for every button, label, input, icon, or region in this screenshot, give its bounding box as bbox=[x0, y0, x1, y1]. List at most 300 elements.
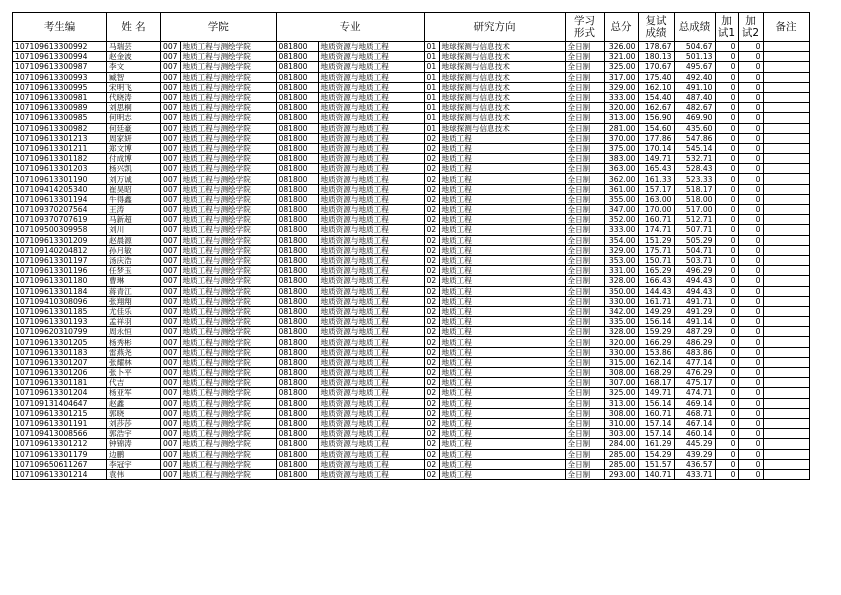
cell-total-score: 303.00 bbox=[604, 429, 638, 439]
cell-name: 汤庆浩 bbox=[107, 255, 161, 265]
cell-note bbox=[763, 439, 809, 449]
cell-college: 地质工程与测绘学院 bbox=[180, 184, 276, 194]
cell-total-score: 330.00 bbox=[604, 347, 638, 357]
cell-major-code: 081800 bbox=[276, 225, 318, 235]
cell-study-mode: 全日制 bbox=[565, 205, 604, 215]
cell-retest-score: 177.86 bbox=[638, 133, 674, 143]
cell-direction-code: 02 bbox=[424, 449, 439, 459]
cell-major: 地质资源与地质工程 bbox=[318, 286, 424, 296]
cell-total-score: 328.00 bbox=[604, 327, 638, 337]
cell-total-score: 342.00 bbox=[604, 306, 638, 316]
cell-retest-score: 174.71 bbox=[638, 225, 674, 235]
cell-direction: 地质工程 bbox=[439, 245, 565, 255]
cell-study-mode: 全日制 bbox=[565, 418, 604, 428]
cell-bonus2: 0 bbox=[738, 317, 763, 327]
cell-direction: 地质工程 bbox=[439, 296, 565, 306]
cell-exam-id: 107109370207564 bbox=[13, 205, 107, 215]
cell-exam-id: 107109613301190 bbox=[13, 174, 107, 184]
cell-total-score: 320.00 bbox=[604, 337, 638, 347]
cell-retest-score: 159.29 bbox=[638, 327, 674, 337]
cell-direction: 地质工程 bbox=[439, 143, 565, 153]
table-row bbox=[13, 418, 810, 428]
cell-bonus2: 0 bbox=[738, 174, 763, 184]
cell-note bbox=[763, 276, 809, 286]
cell-major: 地质资源与地质工程 bbox=[318, 429, 424, 439]
cell-final-score: 433.71 bbox=[674, 469, 715, 479]
cell-college: 地质工程与测绘学院 bbox=[180, 378, 276, 388]
cell-total-score: 352.00 bbox=[604, 215, 638, 225]
table-row bbox=[13, 347, 810, 357]
cell-note bbox=[763, 52, 809, 62]
table-row bbox=[13, 143, 810, 153]
cell-college-code: 007 bbox=[161, 133, 181, 143]
cell-study-mode: 全日制 bbox=[565, 347, 604, 357]
cell-note bbox=[763, 225, 809, 235]
cell-major-code: 081800 bbox=[276, 205, 318, 215]
cell-college-code: 007 bbox=[161, 62, 181, 72]
cell-name: 赵晨源 bbox=[107, 235, 161, 245]
cell-college: 地质工程与测绘学院 bbox=[180, 245, 276, 255]
cell-retest-score: 175.40 bbox=[638, 72, 674, 82]
cell-direction: 地质工程 bbox=[439, 327, 565, 337]
cell-name: 蒋青江 bbox=[107, 286, 161, 296]
cell-college-code: 007 bbox=[161, 347, 181, 357]
cell-bonus1: 0 bbox=[715, 225, 738, 235]
cell-exam-id: 107109613301180 bbox=[13, 276, 107, 286]
cell-total-score: 333.00 bbox=[604, 225, 638, 235]
cell-study-mode: 全日制 bbox=[565, 62, 604, 72]
cell-major-code: 081800 bbox=[276, 459, 318, 469]
cell-exam-id: 107109613300989 bbox=[13, 103, 107, 113]
cell-study-mode: 全日制 bbox=[565, 52, 604, 62]
cell-direction-code: 02 bbox=[424, 194, 439, 204]
table-row bbox=[13, 449, 810, 459]
cell-college-code: 007 bbox=[161, 255, 181, 265]
cell-major: 地质资源与地质工程 bbox=[318, 215, 424, 225]
cell-direction-code: 01 bbox=[424, 103, 439, 113]
cell-final-score: 547.86 bbox=[674, 133, 715, 143]
cell-bonus1: 0 bbox=[715, 184, 738, 194]
cell-study-mode: 全日制 bbox=[565, 286, 604, 296]
cell-college-code: 007 bbox=[161, 184, 181, 194]
cell-college-code: 007 bbox=[161, 92, 181, 102]
table-row bbox=[13, 306, 810, 316]
cell-name: 郭晓 bbox=[107, 408, 161, 418]
cell-bonus1: 0 bbox=[715, 42, 738, 52]
cell-major-code: 081800 bbox=[276, 296, 318, 306]
cell-name: 张卜平 bbox=[107, 368, 161, 378]
cell-total-score: 315.00 bbox=[604, 357, 638, 367]
cell-study-mode: 全日制 bbox=[565, 357, 604, 367]
cell-name: 郭浩宇 bbox=[107, 429, 161, 439]
cell-college-code: 007 bbox=[161, 368, 181, 378]
cell-final-score: 445.29 bbox=[674, 439, 715, 449]
table-row bbox=[13, 245, 810, 255]
cell-major-code: 081800 bbox=[276, 368, 318, 378]
cell-bonus2: 0 bbox=[738, 398, 763, 408]
cell-exam-id: 107109613300992 bbox=[13, 42, 107, 52]
cell-college: 地质工程与测绘学院 bbox=[180, 42, 276, 52]
cell-direction-code: 01 bbox=[424, 42, 439, 52]
cell-major-code: 081800 bbox=[276, 184, 318, 194]
cell-direction-code: 02 bbox=[424, 469, 439, 479]
cell-exam-id: 107109613300993 bbox=[13, 72, 107, 82]
cell-total-score: 285.00 bbox=[604, 449, 638, 459]
cell-major: 地质资源与地质工程 bbox=[318, 123, 424, 133]
cell-college-code: 007 bbox=[161, 317, 181, 327]
cell-major-code: 081800 bbox=[276, 82, 318, 92]
cell-college: 地质工程与测绘学院 bbox=[180, 194, 276, 204]
cell-college: 地质工程与测绘学院 bbox=[180, 103, 276, 113]
cell-final-score: 518.00 bbox=[674, 194, 715, 204]
cell-bonus2: 0 bbox=[738, 255, 763, 265]
cell-bonus2: 0 bbox=[738, 286, 763, 296]
cell-exam-id: 107109613301185 bbox=[13, 306, 107, 316]
cell-college: 地质工程与测绘学院 bbox=[180, 408, 276, 418]
cell-retest-score: 180.13 bbox=[638, 52, 674, 62]
cell-college-code: 007 bbox=[161, 276, 181, 286]
cell-total-score: 354.00 bbox=[604, 235, 638, 245]
cell-college-code: 007 bbox=[161, 113, 181, 123]
cell-direction: 地质工程 bbox=[439, 378, 565, 388]
cell-name: 孙月敏 bbox=[107, 245, 161, 255]
cell-bonus1: 0 bbox=[715, 72, 738, 82]
cell-study-mode: 全日制 bbox=[565, 276, 604, 286]
cell-college: 地质工程与测绘学院 bbox=[180, 82, 276, 92]
header-major: 专业 bbox=[276, 13, 424, 42]
cell-note bbox=[763, 306, 809, 316]
cell-exam-id: 107109613300995 bbox=[13, 82, 107, 92]
cell-name: 郑文博 bbox=[107, 143, 161, 153]
cell-major-code: 081800 bbox=[276, 245, 318, 255]
cell-retest-score: 153.86 bbox=[638, 347, 674, 357]
cell-retest-score: 165.43 bbox=[638, 164, 674, 174]
cell-bonus2: 0 bbox=[738, 194, 763, 204]
cell-direction-code: 02 bbox=[424, 255, 439, 265]
cell-total-score: 361.00 bbox=[604, 184, 638, 194]
cell-major: 地质资源与地质工程 bbox=[318, 296, 424, 306]
cell-bonus2: 0 bbox=[738, 82, 763, 92]
cell-exam-id: 107109613301196 bbox=[13, 266, 107, 276]
cell-bonus2: 0 bbox=[738, 306, 763, 316]
cell-college-code: 007 bbox=[161, 449, 181, 459]
cell-retest-score: 160.71 bbox=[638, 215, 674, 225]
cell-college-code: 007 bbox=[161, 429, 181, 439]
cell-bonus1: 0 bbox=[715, 276, 738, 286]
cell-college: 地质工程与测绘学院 bbox=[180, 154, 276, 164]
cell-major-code: 081800 bbox=[276, 408, 318, 418]
cell-major: 地质资源与地质工程 bbox=[318, 174, 424, 184]
cell-retest-score: 170.14 bbox=[638, 143, 674, 153]
cell-bonus2: 0 bbox=[738, 418, 763, 428]
table-row bbox=[13, 459, 810, 469]
cell-bonus2: 0 bbox=[738, 52, 763, 62]
cell-study-mode: 全日制 bbox=[565, 296, 604, 306]
cell-final-score: 475.17 bbox=[674, 378, 715, 388]
cell-direction-code: 02 bbox=[424, 347, 439, 357]
cell-note bbox=[763, 154, 809, 164]
cell-bonus1: 0 bbox=[715, 337, 738, 347]
cell-direction-code: 02 bbox=[424, 439, 439, 449]
cell-final-score: 476.29 bbox=[674, 368, 715, 378]
header-row bbox=[13, 13, 810, 42]
cell-study-mode: 全日制 bbox=[565, 92, 604, 102]
table-row bbox=[13, 408, 810, 418]
cell-retest-score: 160.71 bbox=[638, 408, 674, 418]
cell-retest-score: 144.43 bbox=[638, 286, 674, 296]
cell-total-score: 375.00 bbox=[604, 143, 638, 153]
cell-study-mode: 全日制 bbox=[565, 408, 604, 418]
table-row bbox=[13, 255, 810, 265]
cell-study-mode: 全日制 bbox=[565, 184, 604, 194]
cell-major: 地质资源与地质工程 bbox=[318, 439, 424, 449]
table-row bbox=[13, 378, 810, 388]
cell-note bbox=[763, 123, 809, 133]
cell-bonus2: 0 bbox=[738, 347, 763, 357]
cell-direction-code: 02 bbox=[424, 398, 439, 408]
cell-name: 周家妍 bbox=[107, 133, 161, 143]
cell-name: 钟锦涛 bbox=[107, 439, 161, 449]
cell-college-code: 007 bbox=[161, 439, 181, 449]
cell-major: 地质资源与地质工程 bbox=[318, 255, 424, 265]
cell-college: 地质工程与测绘学院 bbox=[180, 459, 276, 469]
cell-study-mode: 全日制 bbox=[565, 154, 604, 164]
cell-exam-id: 107109613301213 bbox=[13, 133, 107, 143]
cell-direction: 地质工程 bbox=[439, 459, 565, 469]
cell-note bbox=[763, 255, 809, 265]
cell-bonus1: 0 bbox=[715, 429, 738, 439]
cell-note bbox=[763, 388, 809, 398]
cell-major-code: 081800 bbox=[276, 42, 318, 52]
cell-direction-code: 02 bbox=[424, 215, 439, 225]
cell-college: 地质工程与测绘学院 bbox=[180, 174, 276, 184]
cell-major: 地质资源与地质工程 bbox=[318, 408, 424, 418]
cell-direction-code: 01 bbox=[424, 62, 439, 72]
cell-note bbox=[763, 42, 809, 52]
cell-final-score: 503.71 bbox=[674, 255, 715, 265]
cell-direction-code: 02 bbox=[424, 388, 439, 398]
cell-bonus1: 0 bbox=[715, 317, 738, 327]
admission-score-table bbox=[12, 12, 810, 480]
cell-exam-id: 107109620310799 bbox=[13, 327, 107, 337]
cell-bonus1: 0 bbox=[715, 306, 738, 316]
cell-college-code: 007 bbox=[161, 225, 181, 235]
cell-major: 地质资源与地质工程 bbox=[318, 337, 424, 347]
cell-study-mode: 全日制 bbox=[565, 266, 604, 276]
cell-college-code: 007 bbox=[161, 357, 181, 367]
cell-college: 地质工程与测绘学院 bbox=[180, 62, 276, 72]
cell-exam-id: 107109613301204 bbox=[13, 388, 107, 398]
cell-note bbox=[763, 418, 809, 428]
table-row bbox=[13, 205, 810, 215]
cell-name: 代吉 bbox=[107, 378, 161, 388]
cell-exam-id: 107109613301191 bbox=[13, 418, 107, 428]
cell-note bbox=[763, 174, 809, 184]
cell-major: 地质资源与地质工程 bbox=[318, 368, 424, 378]
cell-final-score: 491.10 bbox=[674, 82, 715, 92]
cell-college-code: 007 bbox=[161, 306, 181, 316]
cell-direction-code: 02 bbox=[424, 337, 439, 347]
cell-note bbox=[763, 327, 809, 337]
cell-name: 付成博 bbox=[107, 154, 161, 164]
cell-direction: 地质工程 bbox=[439, 439, 565, 449]
cell-direction-code: 02 bbox=[424, 164, 439, 174]
cell-college: 地质工程与测绘学院 bbox=[180, 143, 276, 153]
cell-direction: 地质工程 bbox=[439, 398, 565, 408]
table-row bbox=[13, 174, 810, 184]
cell-major-code: 081800 bbox=[276, 357, 318, 367]
cell-major: 地质资源与地质工程 bbox=[318, 388, 424, 398]
cell-name: 雷燕尧 bbox=[107, 347, 161, 357]
cell-final-score: 491.71 bbox=[674, 296, 715, 306]
cell-final-score: 487.40 bbox=[674, 92, 715, 102]
cell-major-code: 081800 bbox=[276, 62, 318, 72]
cell-bonus1: 0 bbox=[715, 266, 738, 276]
cell-college-code: 007 bbox=[161, 378, 181, 388]
cell-college-code: 007 bbox=[161, 205, 181, 215]
cell-college: 地质工程与测绘学院 bbox=[180, 368, 276, 378]
cell-note bbox=[763, 357, 809, 367]
cell-direction-code: 02 bbox=[424, 459, 439, 469]
cell-college-code: 007 bbox=[161, 408, 181, 418]
cell-bonus1: 0 bbox=[715, 469, 738, 479]
table-row bbox=[13, 266, 810, 276]
cell-total-score: 329.00 bbox=[604, 82, 638, 92]
cell-bonus1: 0 bbox=[715, 103, 738, 113]
cell-note bbox=[763, 164, 809, 174]
cell-major-code: 081800 bbox=[276, 317, 318, 327]
cell-name: 袁伟 bbox=[107, 469, 161, 479]
cell-bonus1: 0 bbox=[715, 449, 738, 459]
cell-college-code: 007 bbox=[161, 154, 181, 164]
cell-study-mode: 全日制 bbox=[565, 255, 604, 265]
cell-major: 地质资源与地质工程 bbox=[318, 469, 424, 479]
cell-total-score: 281.00 bbox=[604, 123, 638, 133]
cell-exam-id: 107109613300982 bbox=[13, 123, 107, 133]
cell-study-mode: 全日制 bbox=[565, 449, 604, 459]
cell-bonus2: 0 bbox=[738, 235, 763, 245]
cell-bonus2: 0 bbox=[738, 408, 763, 418]
cell-direction-code: 02 bbox=[424, 317, 439, 327]
cell-direction-code: 01 bbox=[424, 52, 439, 62]
cell-study-mode: 全日制 bbox=[565, 245, 604, 255]
cell-total-score: 370.00 bbox=[604, 133, 638, 143]
cell-final-score: 469.14 bbox=[674, 398, 715, 408]
cell-direction: 地质工程 bbox=[439, 337, 565, 347]
cell-exam-id: 107109414205340 bbox=[13, 184, 107, 194]
cell-college-code: 007 bbox=[161, 42, 181, 52]
cell-major: 地质资源与地质工程 bbox=[318, 92, 424, 102]
cell-exam-id: 107109131404647 bbox=[13, 398, 107, 408]
cell-final-score: 468.71 bbox=[674, 408, 715, 418]
cell-bonus2: 0 bbox=[738, 154, 763, 164]
cell-bonus1: 0 bbox=[715, 235, 738, 245]
cell-note bbox=[763, 378, 809, 388]
cell-name: 周永恒 bbox=[107, 327, 161, 337]
cell-bonus1: 0 bbox=[715, 62, 738, 72]
cell-major: 地质资源与地质工程 bbox=[318, 459, 424, 469]
table-row bbox=[13, 235, 810, 245]
cell-college: 地质工程与测绘学院 bbox=[180, 123, 276, 133]
cell-major-code: 081800 bbox=[276, 123, 318, 133]
cell-retest-score: 149.71 bbox=[638, 154, 674, 164]
cell-retest-score: 178.67 bbox=[638, 42, 674, 52]
cell-direction: 地质工程 bbox=[439, 429, 565, 439]
cell-study-mode: 全日制 bbox=[565, 317, 604, 327]
cell-final-score: 545.14 bbox=[674, 143, 715, 153]
cell-direction: 地质工程 bbox=[439, 266, 565, 276]
cell-total-score: 310.00 bbox=[604, 418, 638, 428]
cell-name: 尤佳乐 bbox=[107, 306, 161, 316]
cell-retest-score: 150.71 bbox=[638, 255, 674, 265]
cell-college-code: 007 bbox=[161, 235, 181, 245]
cell-college-code: 007 bbox=[161, 82, 181, 92]
cell-name: 边鹏 bbox=[107, 449, 161, 459]
cell-bonus2: 0 bbox=[738, 378, 763, 388]
cell-major: 地质资源与地质工程 bbox=[318, 52, 424, 62]
table-row bbox=[13, 133, 810, 143]
table-row bbox=[13, 469, 810, 479]
cell-note bbox=[763, 235, 809, 245]
cell-exam-id: 107109613301197 bbox=[13, 255, 107, 265]
cell-bonus2: 0 bbox=[738, 266, 763, 276]
table-row bbox=[13, 368, 810, 378]
cell-note bbox=[763, 469, 809, 479]
cell-final-score: 483.86 bbox=[674, 347, 715, 357]
cell-bonus2: 0 bbox=[738, 143, 763, 153]
cell-final-score: 487.29 bbox=[674, 327, 715, 337]
cell-final-score: 496.29 bbox=[674, 266, 715, 276]
cell-direction: 地质工程 bbox=[439, 347, 565, 357]
header-mode: 学习 形式 bbox=[565, 13, 604, 42]
cell-bonus1: 0 bbox=[715, 408, 738, 418]
cell-major: 地质资源与地质工程 bbox=[318, 194, 424, 204]
table-row bbox=[13, 52, 810, 62]
cell-college: 地质工程与测绘学院 bbox=[180, 398, 276, 408]
cell-note bbox=[763, 92, 809, 102]
table-row bbox=[13, 123, 810, 133]
cell-study-mode: 全日制 bbox=[565, 327, 604, 337]
cell-total-score: 353.00 bbox=[604, 255, 638, 265]
cell-note bbox=[763, 194, 809, 204]
cell-college-code: 007 bbox=[161, 143, 181, 153]
cell-note bbox=[763, 408, 809, 418]
cell-direction: 地质工程 bbox=[439, 184, 565, 194]
cell-study-mode: 全日制 bbox=[565, 72, 604, 82]
cell-note bbox=[763, 82, 809, 92]
cell-major-code: 081800 bbox=[276, 72, 318, 82]
cell-exam-id: 107109613301194 bbox=[13, 194, 107, 204]
cell-final-score: 469.90 bbox=[674, 113, 715, 123]
cell-direction: 地球探测与信息技术 bbox=[439, 92, 565, 102]
cell-retest-score: 149.29 bbox=[638, 306, 674, 316]
cell-study-mode: 全日制 bbox=[565, 469, 604, 479]
cell-exam-id: 107109613300981 bbox=[13, 92, 107, 102]
cell-study-mode: 全日制 bbox=[565, 306, 604, 316]
cell-major-code: 081800 bbox=[276, 439, 318, 449]
cell-final-score: 482.67 bbox=[674, 103, 715, 113]
cell-major-code: 081800 bbox=[276, 164, 318, 174]
cell-final-score: 474.71 bbox=[674, 388, 715, 398]
cell-college: 地质工程与测绘学院 bbox=[180, 235, 276, 245]
cell-total-score: 330.00 bbox=[604, 296, 638, 306]
cell-retest-score: 161.29 bbox=[638, 439, 674, 449]
cell-final-score: 494.43 bbox=[674, 276, 715, 286]
cell-bonus1: 0 bbox=[715, 82, 738, 92]
cell-name: 孟祥羽 bbox=[107, 317, 161, 327]
cell-college-code: 007 bbox=[161, 245, 181, 255]
cell-college: 地质工程与测绘学院 bbox=[180, 92, 276, 102]
